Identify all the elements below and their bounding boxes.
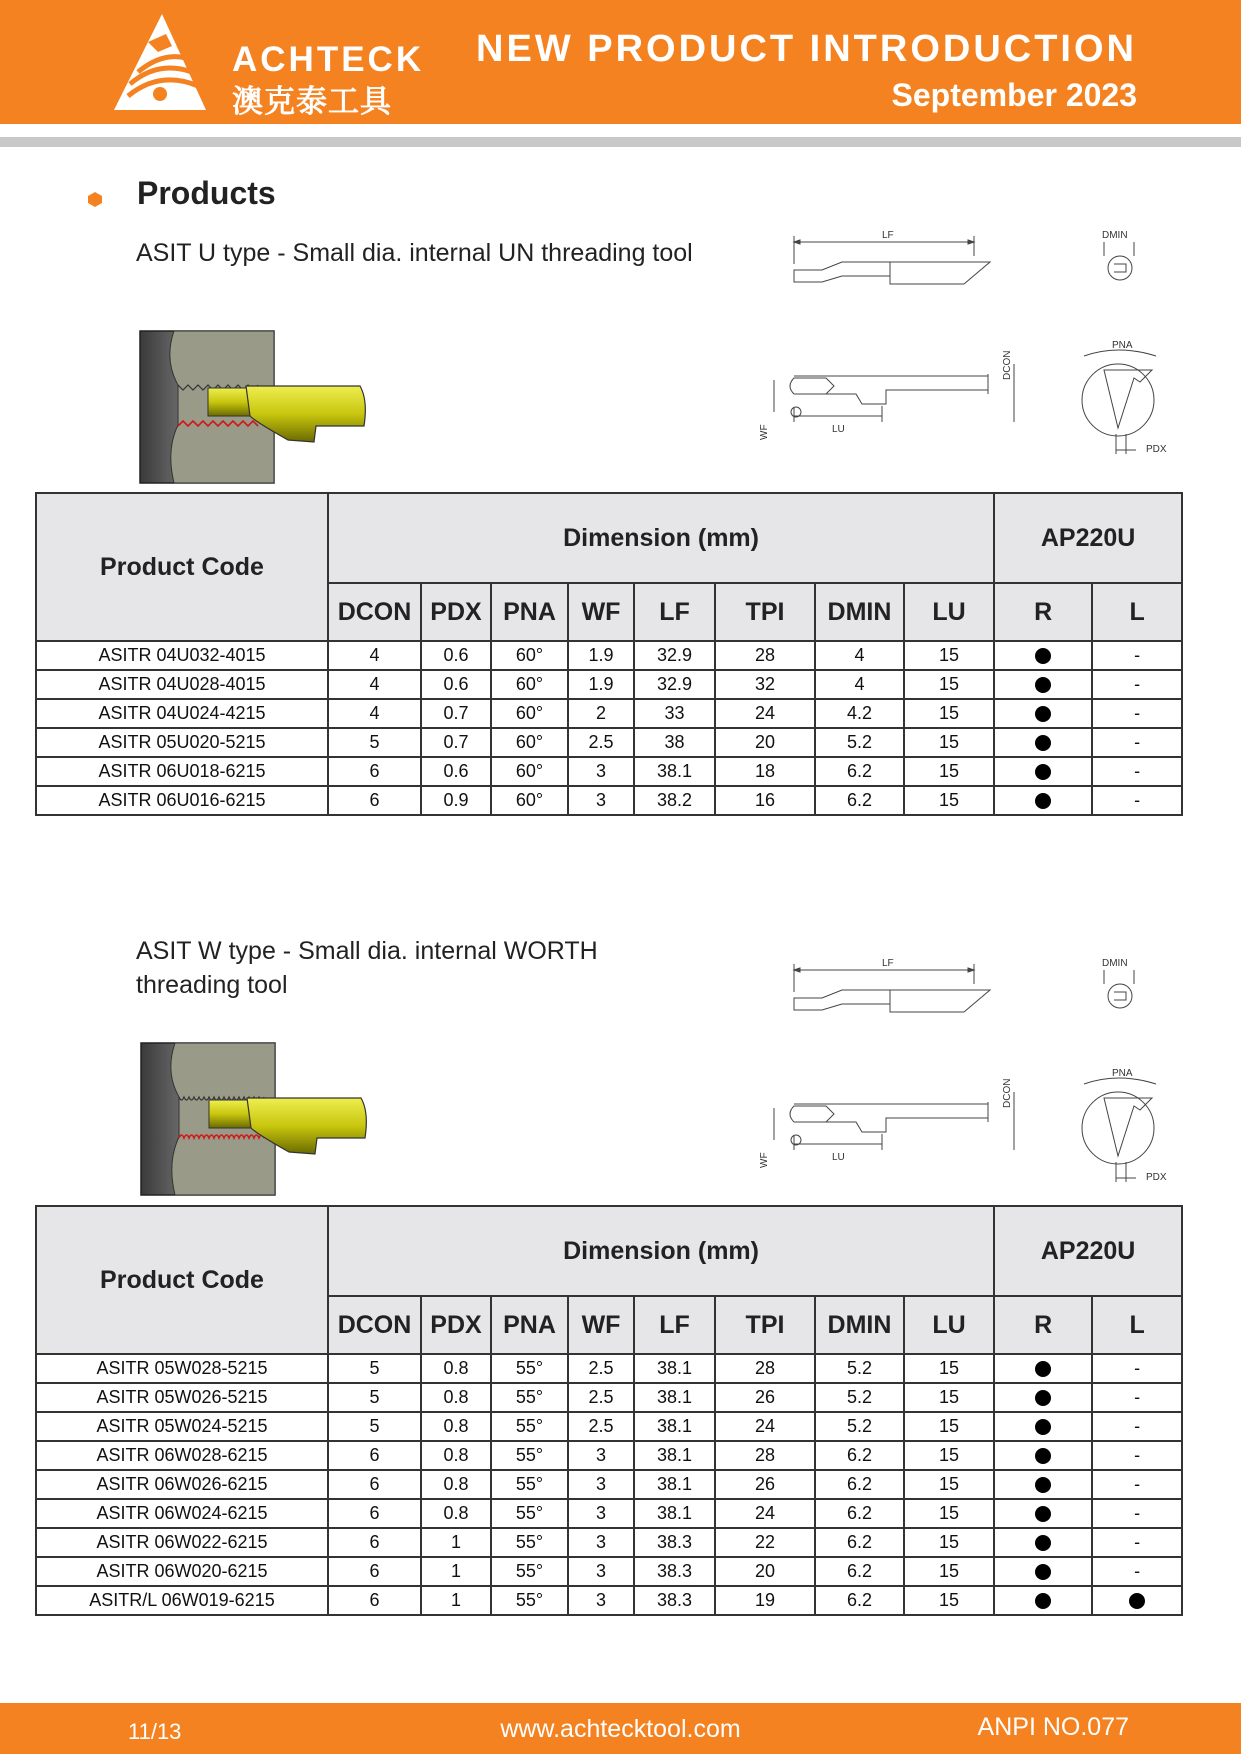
- col-r: R: [994, 1296, 1092, 1354]
- cell-r: [994, 1383, 1092, 1412]
- cell-code: ASITR 06W026-6215: [36, 1470, 328, 1499]
- col-lf: LF: [634, 583, 715, 641]
- cell-code: ASITR 05W028-5215: [36, 1354, 328, 1383]
- available-dot-icon: [1035, 793, 1051, 809]
- available-dot-icon: [1035, 677, 1051, 693]
- pna-label: PNA: [1112, 340, 1133, 351]
- cell-wf: 3: [568, 1528, 634, 1557]
- cell-lf: 38.1: [634, 1412, 715, 1441]
- cell-dcon: 5: [328, 1383, 421, 1412]
- cell-wf: 1.9: [568, 641, 634, 670]
- product-w-subtitle: [136, 934, 598, 1002]
- pdx-label: PDX: [1146, 444, 1167, 455]
- available-dot-icon: [1035, 1506, 1051, 1522]
- product-w-table-body: [36, 1354, 1182, 1615]
- cell-code: ASITR 06W028-6215: [36, 1441, 328, 1470]
- dimension-header: Dimension (mm): [328, 493, 994, 583]
- cell-dmin: 6.2: [815, 1470, 904, 1499]
- cell-pna: 55°: [491, 1441, 568, 1470]
- product-u-end-view-drawing: [1098, 226, 1146, 288]
- table-row: [36, 1528, 1182, 1557]
- cell-lf: 38.1: [634, 757, 715, 786]
- table-row: [36, 1557, 1182, 1586]
- col-lu: LU: [904, 1296, 994, 1354]
- cell-dcon: 6: [328, 1586, 421, 1615]
- cell-pdx: 1: [421, 1586, 491, 1615]
- header-date: September 2023: [891, 77, 1137, 113]
- available-dot-icon: [1035, 1593, 1051, 1609]
- cell-tpi: 26: [715, 1383, 815, 1412]
- cell-lf: 33: [634, 699, 715, 728]
- cell-wf: 3: [568, 1470, 634, 1499]
- product-w-subtitle-line1: ASIT W type - Small dia. internal WORTH: [136, 937, 598, 965]
- col-tpi: TPI: [715, 1296, 815, 1354]
- pdx-label: PDX: [1146, 1172, 1167, 1183]
- cell-pna: 60°: [491, 699, 568, 728]
- cell-dcon: 4: [328, 670, 421, 699]
- cell-pna: 55°: [491, 1528, 568, 1557]
- cell-dcon: 4: [328, 641, 421, 670]
- available-dot-icon: [1035, 1448, 1051, 1464]
- cell-dcon: 5: [328, 1354, 421, 1383]
- col-tpi: TPI: [715, 583, 815, 641]
- cell-l: -: [1092, 1499, 1182, 1528]
- cell-dmin: 4: [815, 641, 904, 670]
- section-title: Products: [137, 175, 276, 211]
- cell-pna: 55°: [491, 1354, 568, 1383]
- available-dot-icon: [1035, 735, 1051, 751]
- cell-tpi: 28: [715, 1354, 815, 1383]
- product-w-subtitle-line2: threading tool: [136, 971, 288, 999]
- available-dot-icon: [1035, 1361, 1051, 1377]
- dcon-label: DCON: [1002, 350, 1013, 380]
- cell-lu: 15: [904, 728, 994, 757]
- cell-pdx: 0.8: [421, 1470, 491, 1499]
- cell-lu: 15: [904, 1470, 994, 1499]
- cell-lf: 38.1: [634, 1441, 715, 1470]
- cell-pdx: 0.8: [421, 1383, 491, 1412]
- cell-pna: 60°: [491, 786, 568, 815]
- cell-dcon: 6: [328, 786, 421, 815]
- table-row: [36, 1383, 1182, 1412]
- cell-lu: 15: [904, 641, 994, 670]
- cell-tpi: 24: [715, 1412, 815, 1441]
- cell-pdx: 0.9: [421, 786, 491, 815]
- table-row: [36, 728, 1182, 757]
- cell-wf: 2.5: [568, 728, 634, 757]
- available-dot-icon: [1035, 706, 1051, 722]
- cell-l: -: [1092, 1470, 1182, 1499]
- cell-r: [994, 641, 1092, 670]
- cell-dcon: 5: [328, 728, 421, 757]
- cell-wf: 2.5: [568, 1354, 634, 1383]
- cell-dmin: 5.2: [815, 728, 904, 757]
- cell-l: -: [1092, 641, 1182, 670]
- cell-wf: 3: [568, 1586, 634, 1615]
- cell-l: -: [1092, 670, 1182, 699]
- cell-code: ASITR 04U032-4015: [36, 641, 328, 670]
- cell-dmin: 4.2: [815, 699, 904, 728]
- product-w-top-view-drawing: [756, 1062, 1026, 1182]
- cell-r: [994, 1470, 1092, 1499]
- wf-label: WF: [759, 1152, 770, 1168]
- cell-pdx: 0.8: [421, 1499, 491, 1528]
- cell-dcon: 6: [328, 1528, 421, 1557]
- table-row: [36, 641, 1182, 670]
- cell-lf: 38: [634, 728, 715, 757]
- cell-tpi: 20: [715, 1557, 815, 1586]
- product-u-side-view-drawing: [784, 226, 994, 288]
- cell-l: -: [1092, 1441, 1182, 1470]
- cell-code: ASITR 04U028-4015: [36, 670, 328, 699]
- cell-l: -: [1092, 699, 1182, 728]
- product-w-machining-illustration: [139, 1042, 377, 1197]
- cell-code: ASITR 06W020-6215: [36, 1557, 328, 1586]
- cell-tpi: 28: [715, 1441, 815, 1470]
- cell-dmin: 6.2: [815, 786, 904, 815]
- col-l: L: [1092, 583, 1182, 641]
- anpi-number: ANPI NO.077: [977, 1713, 1129, 1741]
- cell-dmin: 5.2: [815, 1383, 904, 1412]
- cell-wf: 2.5: [568, 1412, 634, 1441]
- cell-tpi: 24: [715, 699, 815, 728]
- cell-dmin: 6.2: [815, 1528, 904, 1557]
- header-bar: [0, 0, 1241, 124]
- cell-dmin: 6.2: [815, 1586, 904, 1615]
- col-lu: LU: [904, 583, 994, 641]
- cell-r: [994, 1499, 1092, 1528]
- cell-tpi: 20: [715, 728, 815, 757]
- cell-l: -: [1092, 757, 1182, 786]
- header-divider: [0, 137, 1241, 147]
- cell-dmin: 6.2: [815, 1557, 904, 1586]
- grade-header: AP220U: [994, 493, 1182, 583]
- dcon-label: DCON: [1002, 1078, 1013, 1108]
- cell-dcon: 6: [328, 1441, 421, 1470]
- cell-l: -: [1092, 728, 1182, 757]
- cell-lu: 15: [904, 1412, 994, 1441]
- available-dot-icon: [1035, 1419, 1051, 1435]
- cell-lu: 15: [904, 1441, 994, 1470]
- cell-wf: 1.9: [568, 670, 634, 699]
- cell-r: [994, 1412, 1092, 1441]
- product-code-header: Product Code: [36, 493, 328, 641]
- achteck-logo-icon: [100, 12, 220, 112]
- cell-dcon: 6: [328, 1499, 421, 1528]
- cell-pna: 55°: [491, 1499, 568, 1528]
- cell-lf: 32.9: [634, 641, 715, 670]
- cell-l: -: [1092, 1354, 1182, 1383]
- col-dmin: DMIN: [815, 583, 904, 641]
- table-row: [36, 1441, 1182, 1470]
- lu-label: LU: [832, 1152, 845, 1163]
- cell-code: ASITR 06U016-6215: [36, 786, 328, 815]
- cell-lu: 15: [904, 1528, 994, 1557]
- cell-wf: 3: [568, 1499, 634, 1528]
- col-pdx: PDX: [421, 1296, 491, 1354]
- cell-pdx: 0.8: [421, 1441, 491, 1470]
- cell-l: -: [1092, 1383, 1182, 1412]
- cell-l: -: [1092, 1557, 1182, 1586]
- cell-code: ASITR 05W026-5215: [36, 1383, 328, 1412]
- available-dot-icon: [1035, 1477, 1051, 1493]
- cell-lf: 38.3: [634, 1557, 715, 1586]
- cell-lu: 15: [904, 786, 994, 815]
- available-dot-icon: [1035, 764, 1051, 780]
- col-wf: WF: [568, 583, 634, 641]
- cell-tpi: 16: [715, 786, 815, 815]
- cell-pdx: 0.8: [421, 1354, 491, 1383]
- cell-r: [994, 757, 1092, 786]
- table-row: [36, 786, 1182, 815]
- available-dot-icon: [1035, 1564, 1051, 1580]
- cell-dcon: 6: [328, 1557, 421, 1586]
- cell-l: -: [1092, 1528, 1182, 1557]
- cell-lf: 38.3: [634, 1528, 715, 1557]
- product-code-header: Product Code: [36, 1206, 328, 1354]
- lu-label: LU: [832, 424, 845, 435]
- col-pdx: PDX: [421, 583, 491, 641]
- brand-name-chinese: 澳克泰工具: [232, 84, 392, 119]
- table-row: [36, 1412, 1182, 1441]
- cell-lf: 38.1: [634, 1383, 715, 1412]
- hexagon-bullet-icon: [88, 192, 102, 207]
- cell-r: [994, 1557, 1092, 1586]
- dimension-header: Dimension (mm): [328, 1206, 994, 1296]
- cell-pdx: 1: [421, 1528, 491, 1557]
- cell-r: [994, 1354, 1092, 1383]
- header-title: NEW PRODUCT INTRODUCTION: [476, 28, 1137, 70]
- product-u-table-body: [36, 641, 1182, 815]
- product-w-pna-detail-drawing: [1076, 1062, 1176, 1186]
- cell-pdx: 0.6: [421, 757, 491, 786]
- grade-header: AP220U: [994, 1206, 1182, 1296]
- col-dmin: DMIN: [815, 1296, 904, 1354]
- cell-code: ASITR 06W022-6215: [36, 1528, 328, 1557]
- cell-pdx: 0.8: [421, 1412, 491, 1441]
- col-pna: PNA: [491, 583, 568, 641]
- cell-lu: 15: [904, 1383, 994, 1412]
- lf-label: LF: [882, 230, 894, 241]
- col-dcon: DCON: [328, 583, 421, 641]
- cell-r: [994, 786, 1092, 815]
- cell-pdx: 0.7: [421, 699, 491, 728]
- cell-l: [1092, 1586, 1182, 1615]
- page-number: 11/13: [128, 1719, 182, 1744]
- cell-lu: 15: [904, 1499, 994, 1528]
- cell-pna: 60°: [491, 641, 568, 670]
- cell-lf: 38.1: [634, 1354, 715, 1383]
- cell-pdx: 0.7: [421, 728, 491, 757]
- product-w-end-view-drawing: [1098, 954, 1146, 1016]
- cell-dmin: 6.2: [815, 1441, 904, 1470]
- col-wf: WF: [568, 1296, 634, 1354]
- cell-pna: 60°: [491, 670, 568, 699]
- cell-wf: 3: [568, 757, 634, 786]
- product-u-pna-detail-drawing: [1076, 334, 1176, 458]
- lf-label: LF: [882, 958, 894, 969]
- cell-r: [994, 699, 1092, 728]
- cell-tpi: 18: [715, 757, 815, 786]
- col-r: R: [994, 583, 1092, 641]
- cell-pna: 55°: [491, 1412, 568, 1441]
- product-u-top-view-drawing: [756, 334, 1026, 454]
- cell-tpi: 22: [715, 1528, 815, 1557]
- footer-bar: [0, 1703, 1241, 1754]
- cell-lu: 15: [904, 670, 994, 699]
- cell-lu: 15: [904, 1354, 994, 1383]
- cell-dmin: 4: [815, 670, 904, 699]
- product-w-spec-table: [35, 1205, 1183, 1616]
- cell-dcon: 5: [328, 1412, 421, 1441]
- cell-dmin: 5.2: [815, 1354, 904, 1383]
- cell-r: [994, 1441, 1092, 1470]
- dmin-label: DMIN: [1102, 230, 1128, 241]
- cell-code: ASITR 05W024-5215: [36, 1412, 328, 1441]
- website-link[interactable]: www.achtecktool.com: [500, 1715, 741, 1743]
- cell-dmin: 5.2: [815, 1412, 904, 1441]
- wf-label: WF: [759, 424, 770, 440]
- table-row: [36, 757, 1182, 786]
- cell-dcon: 4: [328, 699, 421, 728]
- available-dot-icon: [1035, 1535, 1051, 1551]
- cell-lu: 15: [904, 1586, 994, 1615]
- table-row: [36, 699, 1182, 728]
- available-dot-icon: [1129, 1593, 1145, 1609]
- cell-tpi: 24: [715, 1499, 815, 1528]
- product-u-machining-illustration: [138, 330, 376, 485]
- cell-wf: 3: [568, 1441, 634, 1470]
- cell-l: -: [1092, 1412, 1182, 1441]
- available-dot-icon: [1035, 1390, 1051, 1406]
- product-w-side-view-drawing: [784, 954, 994, 1016]
- cell-tpi: 26: [715, 1470, 815, 1499]
- cell-code: ASITR 04U024-4215: [36, 699, 328, 728]
- cell-r: [994, 1586, 1092, 1615]
- cell-pdx: 1: [421, 1557, 491, 1586]
- cell-pna: 55°: [491, 1586, 568, 1615]
- cell-tpi: 19: [715, 1586, 815, 1615]
- brand-name: ACHTECK: [232, 40, 425, 79]
- col-dcon: DCON: [328, 1296, 421, 1354]
- cell-lu: 15: [904, 757, 994, 786]
- cell-code: ASITR/L 06W019-6215: [36, 1586, 328, 1615]
- cell-pna: 55°: [491, 1470, 568, 1499]
- table-row: [36, 1470, 1182, 1499]
- cell-lf: 38.1: [634, 1470, 715, 1499]
- pna-label: PNA: [1112, 1068, 1133, 1079]
- cell-r: [994, 728, 1092, 757]
- cell-l: -: [1092, 786, 1182, 815]
- cell-dmin: 6.2: [815, 757, 904, 786]
- cell-wf: 2: [568, 699, 634, 728]
- cell-lf: 38.1: [634, 1499, 715, 1528]
- cell-pna: 55°: [491, 1383, 568, 1412]
- cell-pna: 60°: [491, 728, 568, 757]
- cell-lu: 15: [904, 699, 994, 728]
- cell-pna: 55°: [491, 1557, 568, 1586]
- product-u-subtitle: ASIT U type - Small dia. internal UN threading tool: [136, 239, 693, 267]
- cell-pdx: 0.6: [421, 670, 491, 699]
- table-row: [36, 1499, 1182, 1528]
- cell-lu: 15: [904, 1557, 994, 1586]
- table-row: [36, 1354, 1182, 1383]
- cell-code: ASITR 06U018-6215: [36, 757, 328, 786]
- cell-wf: 2.5: [568, 1383, 634, 1412]
- cell-lf: 32.9: [634, 670, 715, 699]
- table-row: [36, 1586, 1182, 1615]
- cell-tpi: 28: [715, 641, 815, 670]
- available-dot-icon: [1035, 648, 1051, 664]
- table-row: [36, 670, 1182, 699]
- cell-r: [994, 670, 1092, 699]
- col-lf: LF: [634, 1296, 715, 1354]
- cell-code: ASITR 06W024-6215: [36, 1499, 328, 1528]
- cell-r: [994, 1528, 1092, 1557]
- cell-dcon: 6: [328, 757, 421, 786]
- col-pna: PNA: [491, 1296, 568, 1354]
- cell-wf: 3: [568, 1557, 634, 1586]
- col-l: L: [1092, 1296, 1182, 1354]
- cell-tpi: 32: [715, 670, 815, 699]
- cell-wf: 3: [568, 786, 634, 815]
- cell-lf: 38.2: [634, 786, 715, 815]
- cell-dmin: 6.2: [815, 1499, 904, 1528]
- product-u-spec-table: [35, 492, 1183, 816]
- cell-dcon: 6: [328, 1470, 421, 1499]
- cell-pna: 60°: [491, 757, 568, 786]
- cell-code: ASITR 05U020-5215: [36, 728, 328, 757]
- dmin-label: DMIN: [1102, 958, 1128, 969]
- cell-pdx: 0.6: [421, 641, 491, 670]
- cell-lf: 38.3: [634, 1586, 715, 1615]
